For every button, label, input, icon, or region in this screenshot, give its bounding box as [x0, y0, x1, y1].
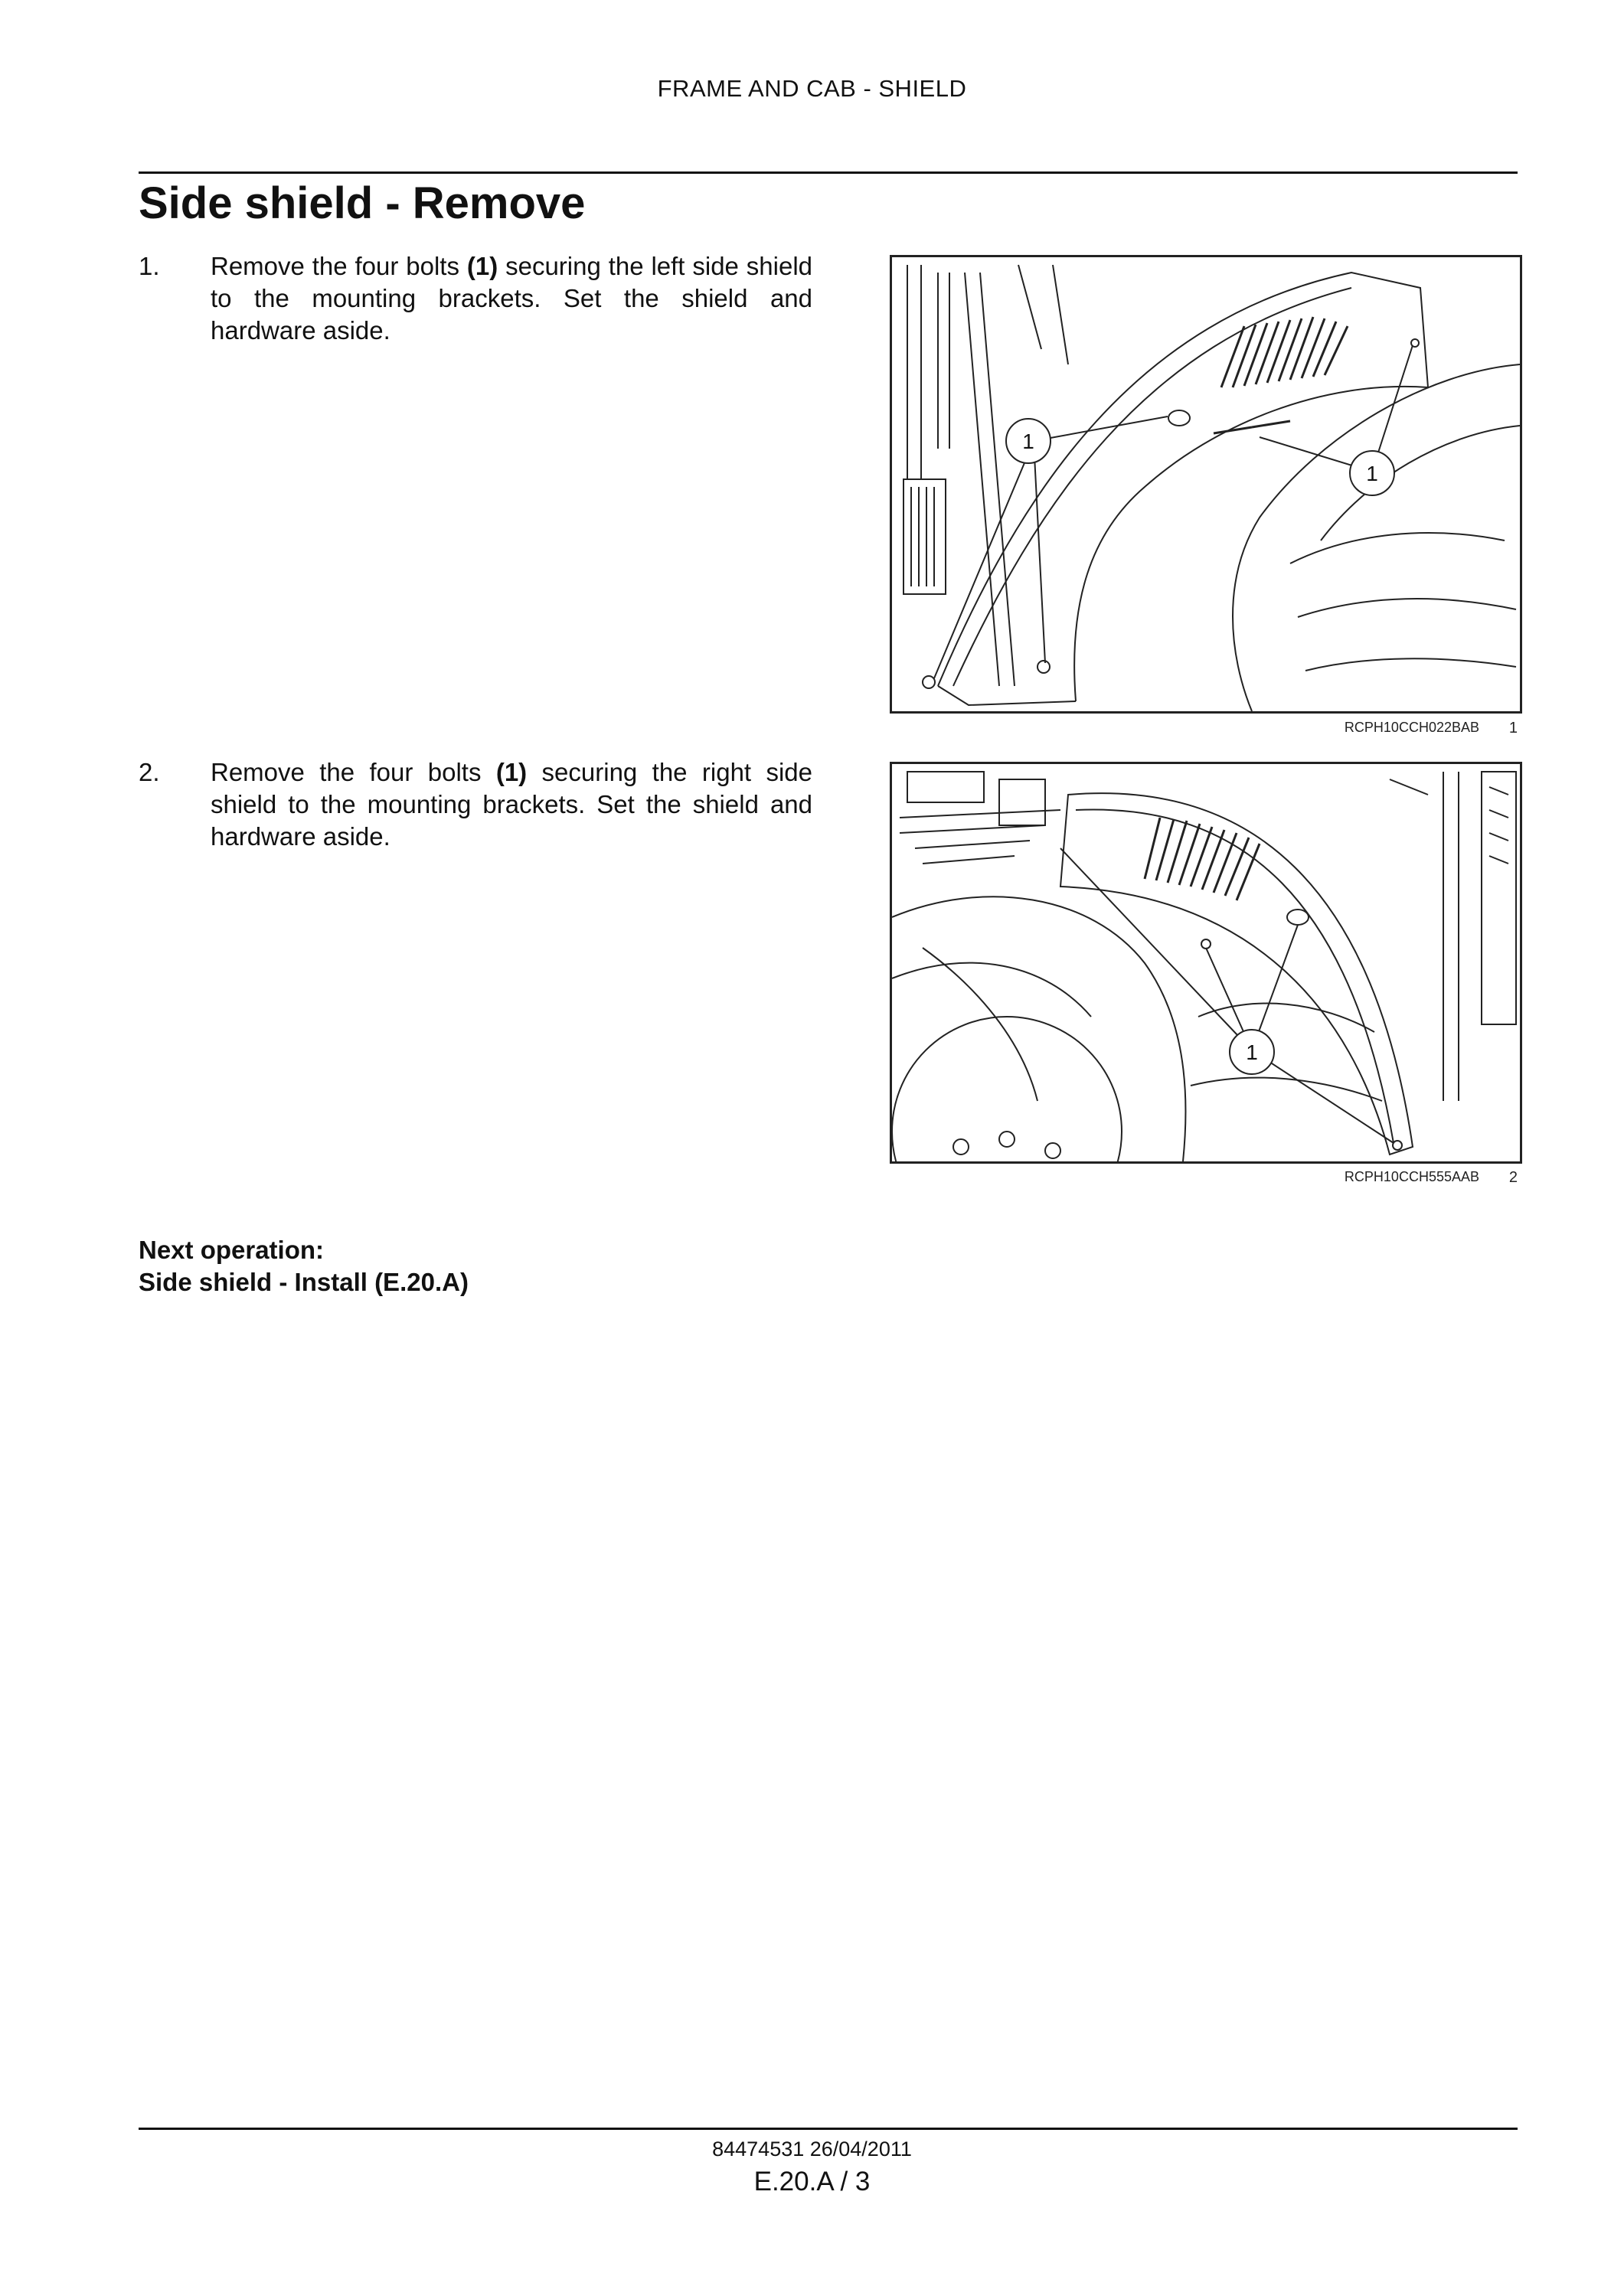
- step-text-part: securing the right side shield to the mounting brackets. Set the shield and hardware aside.: [211, 758, 813, 851]
- callout-label: 1: [1022, 429, 1034, 453]
- step-number: 1.: [139, 252, 160, 280]
- figure-number: 2: [1508, 1169, 1518, 1186]
- next-operation: [139, 1234, 469, 1298]
- callout-label: 1: [1246, 1040, 1258, 1064]
- next-operation-label: Next operation:: [139, 1236, 325, 1264]
- callout-reference: (1): [466, 252, 498, 280]
- footer-rule: [139, 2128, 1518, 2130]
- figure-code: RCPH10CCH555AAB: [1344, 1169, 1479, 1184]
- footer-doc-ref: 84474531 26/04/2011: [712, 2138, 912, 2160]
- figure-code: RCPH10CCH022BAB: [1344, 720, 1479, 735]
- footer-page-number: E.20.A / 3: [753, 2167, 871, 2196]
- step-number: 2.: [139, 758, 160, 786]
- figure-1-caption: [890, 720, 1518, 743]
- callout-reference: (1): [495, 758, 528, 786]
- figure-number: 1: [1508, 720, 1518, 736]
- running-header: FRAME AND CAB - SHIELD: [657, 75, 967, 102]
- step-text-part: securing the left side shield to the mounting brackets. Set the shield and hardware aside.: [211, 252, 813, 345]
- next-operation-link[interactable]: Side shield - Install (E.20.A): [139, 1268, 469, 1296]
- figure-2-caption: [890, 1169, 1518, 1192]
- figure-1-illustration: [890, 255, 1522, 714]
- figure-2-illustration: [890, 762, 1522, 1164]
- step-text-part: Remove the four bolts: [211, 252, 467, 280]
- header-rule: [139, 171, 1518, 174]
- callout-label: 1: [1366, 462, 1378, 485]
- step-text: [211, 250, 812, 347]
- step-text: [211, 756, 812, 853]
- section-title: Side shield - Remove: [139, 178, 586, 228]
- step-text-part: Remove the four bolts: [211, 758, 496, 786]
